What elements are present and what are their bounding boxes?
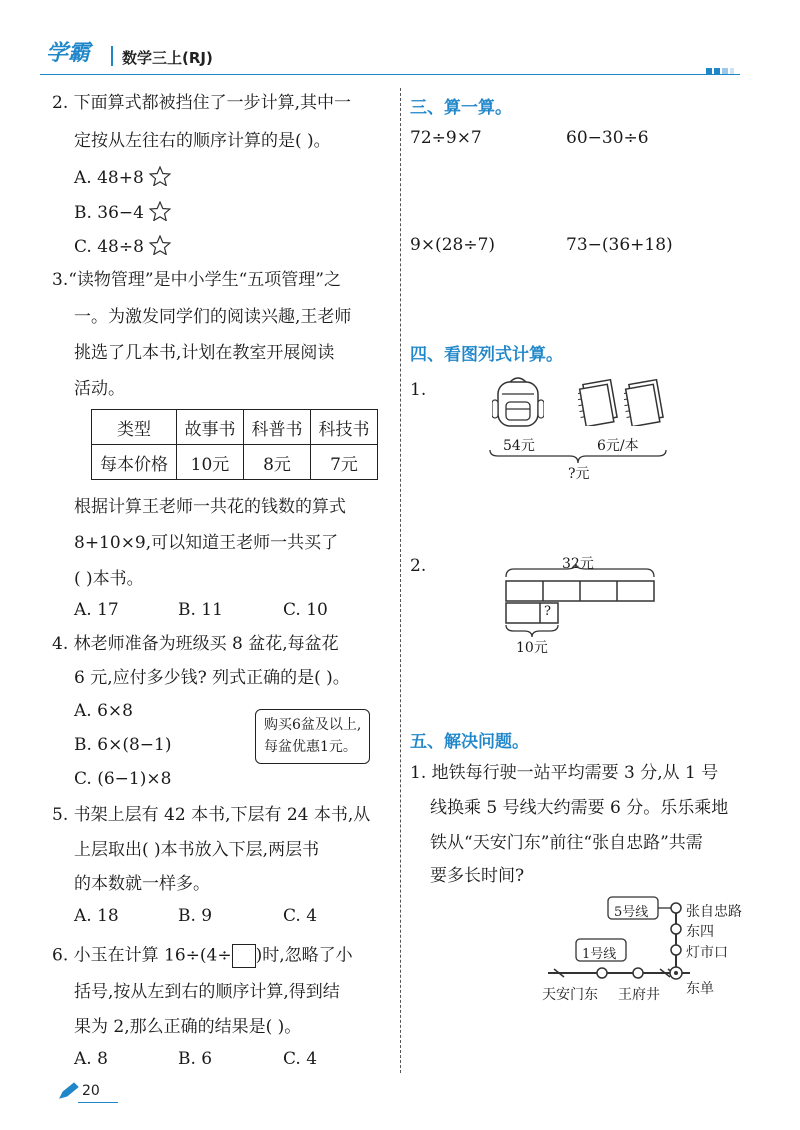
problem-number: 2. <box>410 556 427 576</box>
table-cell: 7元 <box>311 445 378 480</box>
q6-option-a[interactable]: A. 8 <box>74 1049 108 1069</box>
table-cell: 类型 <box>92 410 177 445</box>
blank-box[interactable] <box>232 944 256 968</box>
table-row <box>92 410 378 445</box>
page-number: 20 <box>82 1083 100 1099</box>
table-row <box>92 445 378 480</box>
footer-rule <box>78 1102 118 1103</box>
q5-option-a[interactable]: A. 18 <box>74 906 119 926</box>
station-label: 灯市口 <box>686 945 728 961</box>
q4-line2: 6 元,应付多少钱? 列式正确的是( )。 <box>74 668 350 688</box>
pencil-icon <box>58 1082 80 1100</box>
option-text: B. 36−4 <box>74 203 144 223</box>
notebook-icon <box>624 376 666 426</box>
notebook-icon <box>578 376 620 426</box>
label-total: 32元 <box>562 556 594 572</box>
q3-option-a[interactable]: A. 17 <box>74 600 119 620</box>
table-cell: 科普书 <box>244 410 311 445</box>
header-marks-icon <box>706 60 736 79</box>
q6-line2: 括号,按从左到右的顺序计算,得到结 <box>74 982 340 1002</box>
backpack-icon <box>492 374 544 430</box>
star-icon <box>149 201 171 221</box>
note-line: 购买6盆及以上, <box>264 717 362 733</box>
label-book-price: 6元/本 <box>597 438 639 454</box>
table-cell: 每本价格 <box>92 445 177 480</box>
station-label: 东四 <box>686 924 714 940</box>
q3-option-b[interactable]: B. 11 <box>178 600 223 620</box>
q5-1-line4: 要多长时间? <box>430 866 525 886</box>
q2-line1: 2. 下面算式都被挡住了一步计算,其中一 <box>52 93 352 113</box>
label-part: 10元 <box>516 640 548 656</box>
table-cell: 8元 <box>244 445 311 480</box>
q6-line1 <box>52 944 353 968</box>
station-label: 东单 <box>686 981 714 997</box>
header-rule <box>40 74 740 75</box>
expression: 60−30÷6 <box>566 128 649 148</box>
star-icon <box>149 166 171 186</box>
q3-line7: ( )本书。 <box>74 569 144 589</box>
logo: 学霸 <box>46 41 91 66</box>
price-table <box>91 409 378 480</box>
q3-line4: 活动。 <box>74 379 125 399</box>
column-divider <box>400 88 401 1073</box>
section-5-title: 五、解决问题。 <box>410 732 529 752</box>
note-line: 每盆优惠1元。 <box>264 739 357 756</box>
q6-line3: 果为 2,那么正确的结果是( )。 <box>74 1017 302 1037</box>
q3-line2: 一。为激发同学们的阅读兴趣,王老师 <box>74 307 352 327</box>
q5-option-c[interactable]: C. 4 <box>283 906 318 926</box>
option-text: A. 48+8 <box>74 168 144 188</box>
line-1-label: 1号线 <box>582 947 617 962</box>
q2-line2: 定按从左往右的顺序计算的是( )。 <box>74 131 331 151</box>
q3-line3: 挑选了几本书,计划在教室开展阅读 <box>74 343 335 363</box>
table-cell: 故事书 <box>177 410 244 445</box>
q2-option-c[interactable] <box>74 235 171 257</box>
station-label: 王府井 <box>618 987 660 1003</box>
bar-model-diagram <box>500 563 660 643</box>
q6-text-a: 6. 小玉在计算 16÷(4÷ <box>52 945 232 966</box>
q6-text-b: )时,忽略了小 <box>255 945 353 966</box>
q5-1-line2: 线换乘 5 号线大约需要 6 分。乐乐乘地 <box>430 798 729 818</box>
q4-option-b[interactable]: B. 6×(8−1) <box>74 735 172 755</box>
q3-line1: 3.“读物管理”是中小学生“五项管理”之 <box>52 270 341 290</box>
header-divider <box>111 46 113 66</box>
table-cell: 10元 <box>177 445 244 480</box>
q6-option-c[interactable]: C. 4 <box>283 1049 318 1069</box>
q4-option-a[interactable]: A. 6×8 <box>74 701 133 721</box>
table-cell: 科技书 <box>311 410 378 445</box>
q3-line5: 根据计算王老师一共花的钱数的算式 <box>74 497 346 517</box>
station-label: 张自忠路 <box>686 904 742 920</box>
option-text: C. 48÷8 <box>74 237 144 257</box>
book-title: 数学三上(RJ) <box>122 49 213 67</box>
label-total-unknown: ?元 <box>568 466 590 482</box>
expression: 9×(28÷7) <box>410 235 496 255</box>
q3-option-c[interactable]: C. 10 <box>283 600 328 620</box>
line-5-label: 5号线 <box>614 905 649 920</box>
q2-option-b[interactable] <box>74 201 171 223</box>
expression: 72÷9×7 <box>410 128 482 148</box>
q5-line2: 上层取出( )本书放入下层,两层书 <box>74 840 320 860</box>
label-bag-price: 54元 <box>503 438 535 454</box>
q2-option-a[interactable] <box>74 166 171 188</box>
q4-option-c[interactable]: C. (6−1)×8 <box>74 769 172 789</box>
q5-option-b[interactable]: B. 9 <box>178 906 213 926</box>
q6-option-b[interactable]: B. 6 <box>178 1049 213 1069</box>
q4-line1: 4. 林老师准备为班级买 8 盆花,每盆花 <box>52 634 339 654</box>
expression: 73−(36+18) <box>566 235 673 255</box>
q5-1-line3: 铁从“天安门东”前往“张自忠路”共需 <box>430 833 703 853</box>
section-4-title: 四、看图列式计算。 <box>410 345 563 365</box>
station-label: 天安门东 <box>542 987 598 1003</box>
q5-line3: 的本数就一样多。 <box>74 874 210 894</box>
section-3-title: 三、算一算。 <box>410 98 512 118</box>
q5-1-line1: 1. 地铁每行驶一站平均需要 3 分,从 1 号 <box>410 763 719 783</box>
q5-line1: 5. 书架上层有 42 本书,下层有 24 本书,从 <box>52 805 371 825</box>
problem-number: 1. <box>410 380 427 400</box>
star-icon <box>149 235 171 255</box>
q3-line6: 8+10×9,可以知道王老师一共买了 <box>74 533 339 553</box>
label-unknown: ? <box>544 604 551 619</box>
discount-note <box>255 709 370 764</box>
